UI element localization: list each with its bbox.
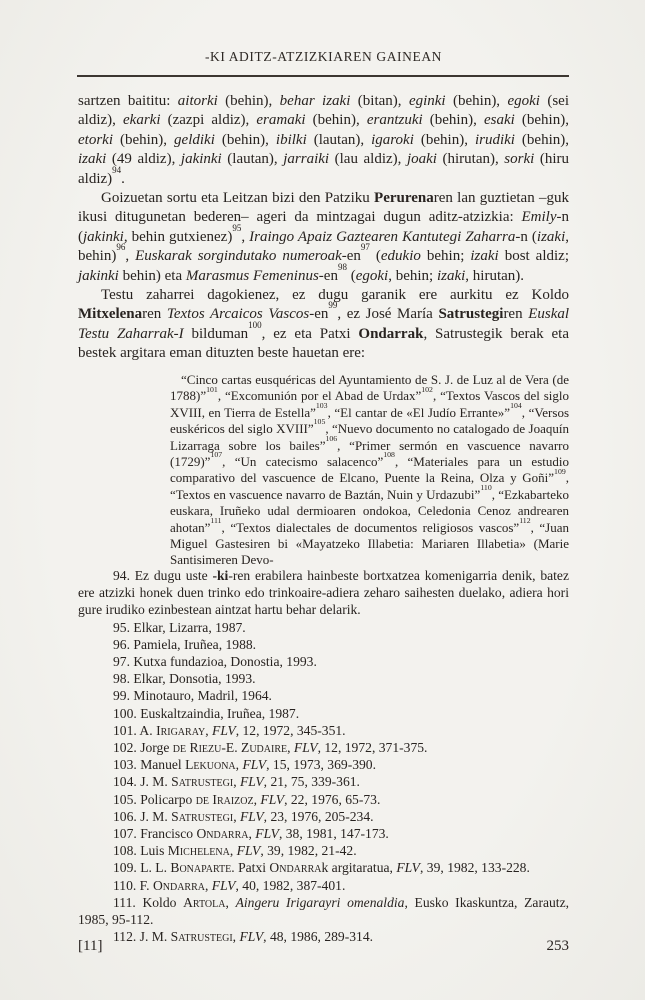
footnote: 99. Minotauro, Madril, 1964. <box>113 688 272 704</box>
paragraph-3: Testu zaharrei dagokienez, ez dugu garanik ere aurkitu ez Koldo Mitxelenaren Textos Arcaicos Vascos-$en^{99}$, ez José María Satrustegiren Euskal Testu Zaharrak-I bilduman$^{100}$, ez eta Patxi Ondarrak, Satrustegik berak eta bestek argitara eman dituzten beste hauetan ere: <box>78 287 570 362</box>
footnote: 111. Koldo Artola, Aingeru Irigarayri omenaldia, Eusko Ikaskuntza, Zarautz, 1985, 95-112. <box>78 894 570 928</box>
page-footer <box>78 938 569 955</box>
footnote: 94. Ez dugu uste -ki-ren erabilera hainbeste bortxatzea komenigarria denik, batez ere atzizki honek duen trinko edo trinkoaire-adiera zeharo saihesten duelako, adiera hori gure irudiko ezinbestean aintzat hartu behar delarik. <box>78 568 569 618</box>
footnote: 107. Francisco Ondarra, FLV, 38, 1981, 147-173. <box>113 826 389 842</box>
footnote: 102. Jorge de Riezu-E. Zudaire, FLV, 12, 1972, 371-375. <box>113 740 428 756</box>
footnote: 103. Manuel Lekuona, FLV, 15, 1973, 369-390. <box>113 757 377 773</box>
footnote: 109. L. L. Bonaparte. Patxi Ondarrak argitaratua, FLV, 39, 1982, 133-228. <box>113 860 530 876</box>
block-quote: “Cinco cartas eusquéricas del Ayuntamiento de S. J. de Luz al de Vera (de 1788)”$^{101}$, “Excomunión por el Abad de Urdax”$^{102}$, “Textos Vascos del siglo XVIII, en Tierra de Estella”$^{103}$, “El cantar de «El Judío Errante»”$^{104}$, “Versos euskéricos del siglo XVIII”$^{105}$, “Nuevo documento no catalogado de Joaquín Lizarraga sobre los bailes”$^{106}$, “Primer sermón en vascuence navarro (1729)”$^{107}$, “Un catecismo salacenco”$^{108}$, “Materiales para un estudio comparativo del vascuence de Elcano, Puente la Reina, Olza y Goñi”$^{109}$, “Textos en vascuence navarro de Baztán, Nuin y Urdazubi”$^{110}$, “Ezkabarteko euskara, Iruñeko udal dermioaren ondokoa, Celedonia Cenoz andrearen ahotan”$^{111}$, “Textos dialectales de documentos religiosos vascos”$^{112}$, “Juan Miguel Gastesiren bi «Mayatzeko Illabetia: Mariaren Illabetia» (Marie Santisimeren Devo- <box>170 372 570 568</box>
footnote: 110. F. Ondarra, FLV, 40, 1982, 387-401. <box>113 877 346 893</box>
paragraph-2: Goizuetan sortu eta Leitzan bizi den Patziku Perurenaren lan guztietan –guk ikusi ditugunetan bederen– ageri da mintzagai dugun aditz-atzizkia: Emily-n (jakinki, behin gutxienez)$^{95}$, Iraingo Apaiz Gaztearen Kantutegi Zaharra-n (izaki, behin)$^{96}$, Euskarak sorgindutako numeroak-$en^{97}$ (edukio behin; izaki bost aldiz; jakinki behin) eta Marasmus Femeninus-$en^{98}$ (egoki, behin; izaki, hirutan). <box>78 190 570 284</box>
body-text <box>78 92 569 364</box>
footnote: 105. Policarpo de Iraizoz, FLV, 22, 1976, 65-73. <box>113 791 381 807</box>
footnote: 104. J. M. Satrustegi, FLV, 21, 75, 339-361. <box>113 774 360 790</box>
footnote: 101. A. Irigaray, FLV, 12, 1972, 345-351. <box>113 722 346 738</box>
paragraph-1: sartzen baititu: aitorki (behin), behar izaki (bitan), eginki (behin), egoki (sei aldiz), ekarki (zazpi aldiz), eramaki (behin), erantzuki (behin), esaki (behin), etorki (behin), geldiki (behin), ibilki (lautan), igaroki (behin), irudiki (behin), izaki (49 aldiz), jakinki (lautan), jarraiki (lau aldiz), joaki (hirutan), sorki (hiru aldiz)$^{94}$. <box>78 93 570 187</box>
footnote: 96. Pamiela, Iruñea, 1988. <box>113 636 257 652</box>
footnotes <box>78 567 569 945</box>
page-number: 253 <box>546 938 569 954</box>
footnote: 112. J. M. Satrustegi, FLV, 48, 1986, 289-314. <box>113 929 374 945</box>
footnote: 97. Kutxa fundazioa, Donostia, 1993. <box>113 654 317 670</box>
footer-signature: [11] <box>78 938 103 954</box>
running-header: -KI ADITZ-ATZIZKIAREN GAINEAN <box>204 49 443 64</box>
footnote: 95. Elkar, Lizarra, 1987. <box>113 619 246 635</box>
footnote: 108. Luis Michelena, FLV, 39, 1982, 21-42. <box>113 843 357 859</box>
footnote: 106. J. M. Satrustegi, FLV, 23, 1976, 205-234. <box>113 808 374 824</box>
footnote: 98. Elkar, Donsotia, 1993. <box>113 671 256 687</box>
footnote: 100. Euskaltzaindia, Iruñea, 1987. <box>113 705 300 721</box>
header-rule <box>77 75 569 77</box>
